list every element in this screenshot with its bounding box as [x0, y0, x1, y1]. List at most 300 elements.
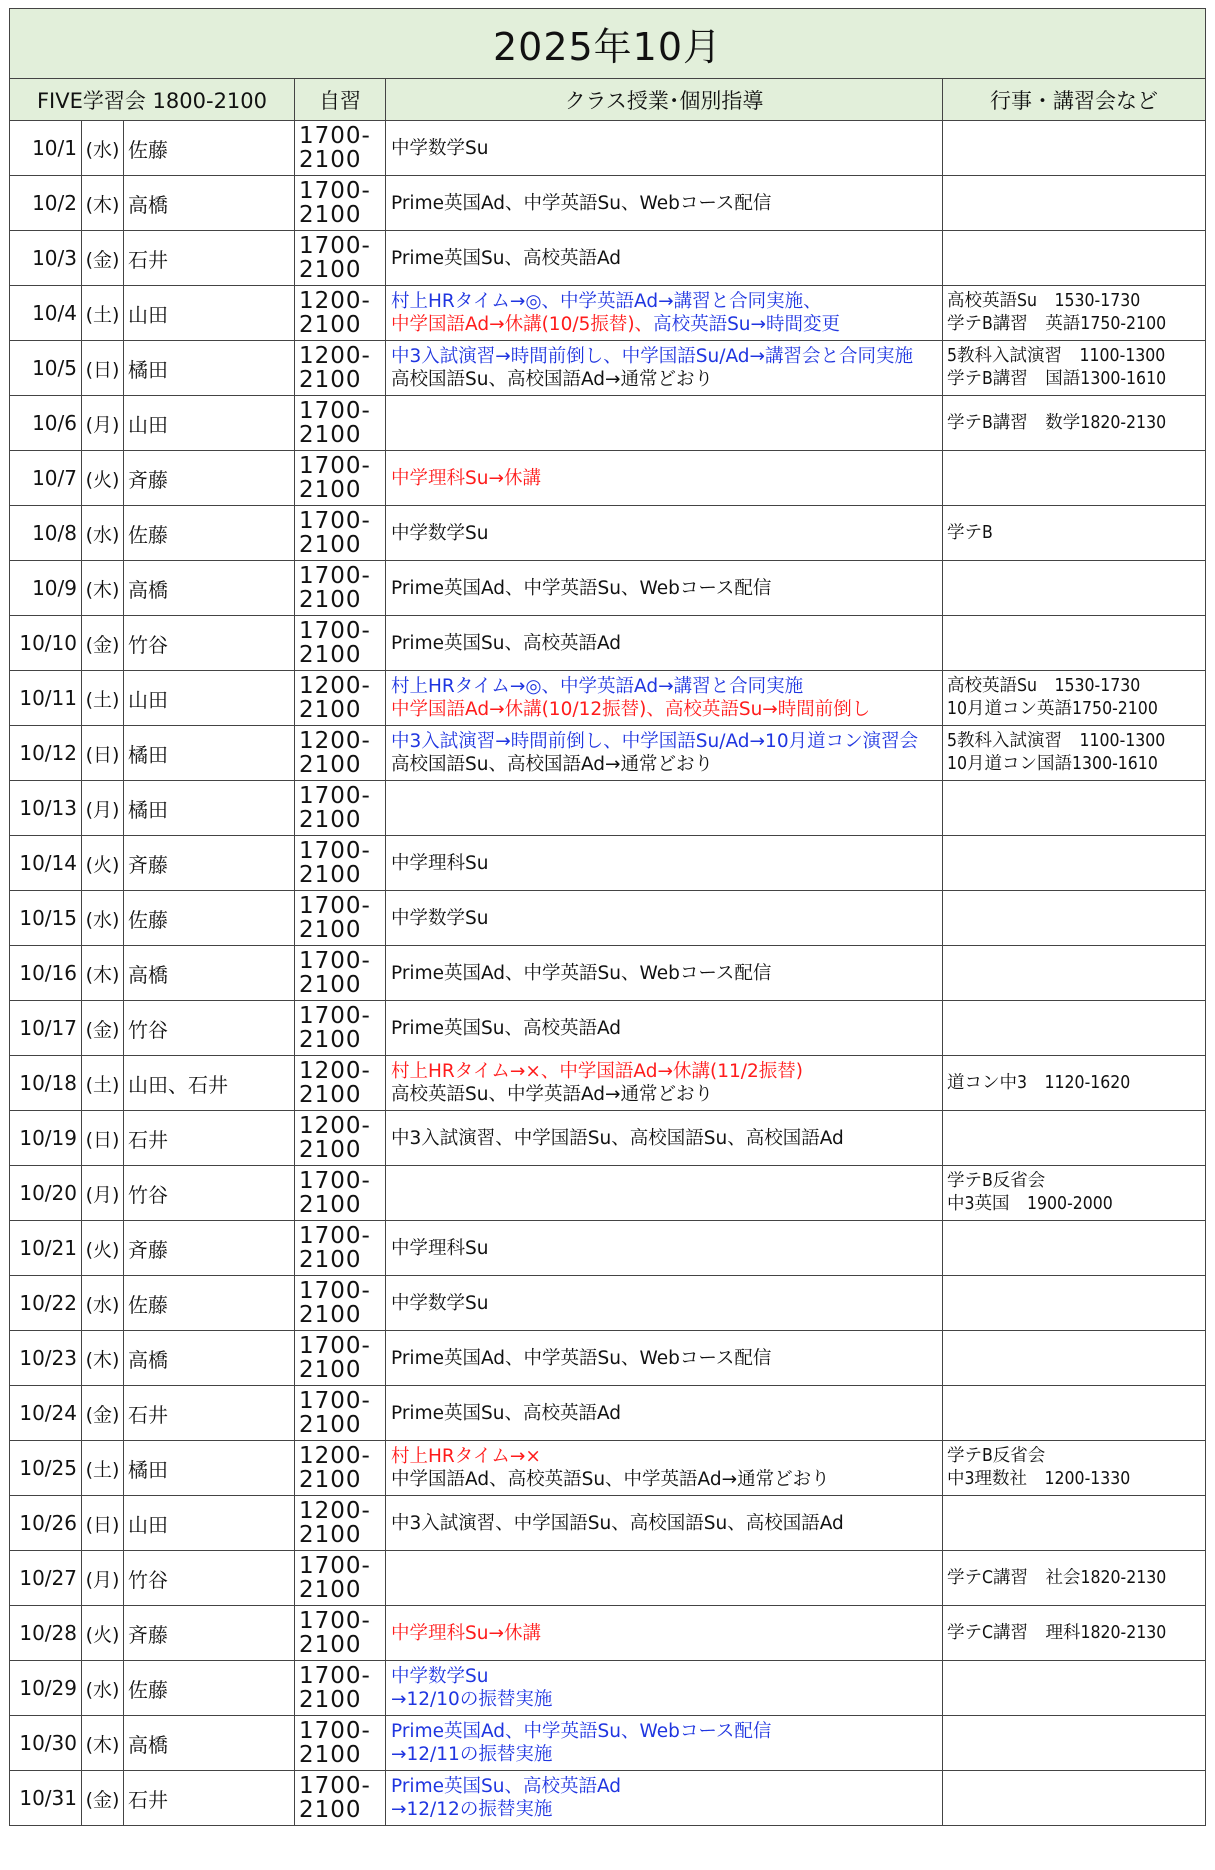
- events-cell[interactable]: [943, 671, 1206, 726]
- date-cell[interactable]: 10/15: [10, 891, 82, 946]
- self-study-time-cell[interactable]: [295, 286, 386, 341]
- date-cell[interactable]: 10/9: [10, 561, 82, 616]
- table-row: [10, 836, 1206, 891]
- events-cell[interactable]: [943, 616, 1206, 671]
- self-study-time-cell[interactable]: [295, 1331, 386, 1386]
- date-cell[interactable]: 10/1: [10, 121, 82, 176]
- events-cell[interactable]: [943, 1221, 1206, 1276]
- class-cell[interactable]: [386, 1056, 943, 1111]
- events-cell[interactable]: [943, 891, 1206, 946]
- table-row: [10, 176, 1206, 231]
- class-cell[interactable]: [386, 1716, 943, 1771]
- table-row: [10, 1441, 1206, 1496]
- class-line: [391, 1743, 942, 1766]
- events-cell[interactable]: [943, 561, 1206, 616]
- weekday-cell[interactable]: (日): [82, 1496, 124, 1551]
- date-cell[interactable]: 10/19: [10, 1111, 82, 1166]
- date-cell[interactable]: 10/6: [10, 396, 82, 451]
- events-cell[interactable]: [943, 506, 1206, 561]
- class-cell[interactable]: [386, 726, 943, 781]
- self-study-time-cell[interactable]: [295, 836, 386, 891]
- table-row: [10, 891, 1206, 946]
- date-cell[interactable]: 10/11: [10, 671, 82, 726]
- time-start: 1700-: [299, 1003, 371, 1029]
- date-cell[interactable]: 10/27: [10, 1551, 82, 1606]
- time-end: 2100: [299, 1192, 362, 1218]
- events-cell[interactable]: [943, 1496, 1206, 1551]
- time-end: 2100: [299, 587, 362, 613]
- staff-cell[interactable]: 山田: [124, 396, 295, 451]
- class-text: 中学数学Su: [391, 522, 489, 544]
- table-row: [10, 506, 1206, 561]
- self-study-time-cell[interactable]: [295, 1716, 386, 1771]
- time-start: 1200-: [299, 288, 371, 314]
- time-end: 2100: [299, 1577, 362, 1603]
- events-cell[interactable]: [943, 1331, 1206, 1386]
- class-line: [391, 290, 942, 313]
- class-cell[interactable]: [386, 836, 943, 891]
- weekday-cell[interactable]: (木): [82, 176, 124, 231]
- date-cell[interactable]: 10/3: [10, 231, 82, 286]
- events-cell[interactable]: [943, 781, 1206, 836]
- staff-cell[interactable]: 斉藤: [124, 451, 295, 506]
- table-row: [10, 121, 1206, 176]
- self-study-time-cell[interactable]: [295, 1221, 386, 1276]
- class-text: Prime英国Su、高校英語Ad: [391, 1017, 622, 1039]
- weekday-cell[interactable]: (日): [82, 341, 124, 396]
- class-line: [391, 192, 942, 215]
- class-text: Prime英国Ad、中学英語Su、Webコース配信: [391, 192, 772, 214]
- staff-cell[interactable]: 佐藤: [124, 891, 295, 946]
- time-start: 1700-: [299, 508, 371, 534]
- weekday-cell[interactable]: (月): [82, 1551, 124, 1606]
- staff-cell[interactable]: 橘田: [124, 781, 295, 836]
- class-line: [391, 730, 942, 753]
- events-cell[interactable]: [943, 1166, 1206, 1221]
- time-start: 1700-: [299, 1773, 371, 1799]
- class-line: [391, 1445, 942, 1468]
- header-self-study: 自習: [295, 79, 386, 121]
- staff-cell[interactable]: 竹谷: [124, 1551, 295, 1606]
- time-end: 2100: [299, 1687, 362, 1713]
- weekday-cell[interactable]: (水): [82, 506, 124, 561]
- weekday-cell[interactable]: (金): [82, 231, 124, 286]
- weekday-cell[interactable]: (金): [82, 1771, 124, 1826]
- time-end: 2100: [299, 1082, 362, 1108]
- events-cell[interactable]: [943, 1551, 1206, 1606]
- events-cell[interactable]: [943, 726, 1206, 781]
- table-row: [10, 1331, 1206, 1386]
- class-line: [391, 1292, 942, 1315]
- class-line: [391, 137, 942, 160]
- events-cell[interactable]: [943, 1441, 1206, 1496]
- class-text: Prime英国Su、高校英語Ad: [391, 1776, 622, 1797]
- class-cell[interactable]: [386, 1606, 943, 1661]
- class-text: 高校国語Su、高校国語Ad→通常どおり: [391, 754, 714, 775]
- class-line: [391, 368, 942, 391]
- self-study-time-cell[interactable]: [295, 506, 386, 561]
- schedule-table: [9, 8, 1206, 1826]
- class-cell[interactable]: [386, 1111, 943, 1166]
- class-line: [391, 1017, 942, 1040]
- time-start: 1700-: [299, 1388, 371, 1414]
- weekday-cell[interactable]: (金): [82, 1001, 124, 1056]
- time-end: 2100: [299, 477, 362, 503]
- staff-cell[interactable]: 山田: [124, 671, 295, 726]
- class-cell[interactable]: [386, 1276, 943, 1331]
- self-study-time-cell[interactable]: [295, 1551, 386, 1606]
- class-cell[interactable]: [386, 1771, 943, 1826]
- date-cell[interactable]: 10/25: [10, 1441, 82, 1496]
- staff-cell[interactable]: 高橋: [124, 1716, 295, 1771]
- class-line: [391, 753, 942, 776]
- staff-cell[interactable]: 竹谷: [124, 1166, 295, 1221]
- time-end: 2100: [299, 697, 362, 723]
- staff-cell[interactable]: 高橋: [124, 561, 295, 616]
- class-text: 中学理科Su: [391, 852, 489, 874]
- date-cell[interactable]: 10/7: [10, 451, 82, 506]
- events-cell[interactable]: [943, 836, 1206, 891]
- table-row: [10, 1056, 1206, 1111]
- table-row: [10, 946, 1206, 1001]
- class-line: [391, 1720, 942, 1743]
- date-cell[interactable]: 10/18: [10, 1056, 82, 1111]
- time-start: 1700-: [299, 783, 371, 809]
- class-text: Prime英国Su、高校英語Ad: [391, 1402, 622, 1424]
- table-row: [10, 231, 1206, 286]
- weekday-cell[interactable]: (土): [82, 671, 124, 726]
- class-cell[interactable]: [386, 176, 943, 231]
- self-study-time-cell[interactable]: [295, 1606, 386, 1661]
- self-study-time-cell[interactable]: [295, 891, 386, 946]
- time-start: 1700-: [299, 893, 371, 919]
- class-cell[interactable]: [386, 781, 943, 836]
- time-end: 2100: [299, 422, 362, 448]
- weekday-cell[interactable]: (木): [82, 1331, 124, 1386]
- self-study-time-cell[interactable]: [295, 1771, 386, 1826]
- date-cell[interactable]: 10/31: [10, 1771, 82, 1826]
- class-cell[interactable]: [386, 121, 943, 176]
- date-cell[interactable]: 10/17: [10, 1001, 82, 1056]
- weekday-cell[interactable]: (火): [82, 451, 124, 506]
- weekday-cell[interactable]: (月): [82, 781, 124, 836]
- class-text-continued: 高校英語Su→時間変更: [653, 314, 841, 335]
- class-cell[interactable]: [386, 1221, 943, 1276]
- weekday-cell[interactable]: (日): [82, 1111, 124, 1166]
- date-cell[interactable]: 10/14: [10, 836, 82, 891]
- time-start: 1200-: [299, 1443, 371, 1469]
- staff-cell[interactable]: 竹谷: [124, 1001, 295, 1056]
- class-cell[interactable]: [386, 341, 943, 396]
- time-end: 2100: [299, 1027, 362, 1053]
- staff-cell[interactable]: 斉藤: [124, 1606, 295, 1661]
- class-text: 中学数学Su: [391, 1292, 489, 1314]
- weekday-cell[interactable]: (火): [82, 1221, 124, 1276]
- time-end: 2100: [299, 1522, 362, 1548]
- events-cell[interactable]: [943, 1056, 1206, 1111]
- class-text: 中学数学Su: [391, 907, 489, 929]
- class-text: 中学理科Su→休講: [391, 467, 541, 489]
- class-cell[interactable]: [386, 1166, 943, 1221]
- events-cell[interactable]: [943, 1661, 1206, 1716]
- class-text: 高校英語Su、中学英語Ad→通常どおり: [391, 1084, 714, 1105]
- self-study-time-cell[interactable]: [295, 946, 386, 1001]
- self-study-time-cell[interactable]: [295, 1166, 386, 1221]
- events-cell[interactable]: [943, 1716, 1206, 1771]
- class-text: Prime英国Ad、中学英語Su、Webコース配信: [391, 1721, 772, 1742]
- class-cell[interactable]: [386, 1661, 943, 1716]
- events-cell[interactable]: [943, 176, 1206, 231]
- class-cell[interactable]: [386, 1496, 943, 1551]
- table-row: [10, 1386, 1206, 1441]
- header-five: FIVE学習会 1800-2100: [10, 79, 295, 121]
- weekday-cell[interactable]: (水): [82, 891, 124, 946]
- staff-cell[interactable]: 石井: [124, 1386, 295, 1441]
- class-line: [391, 698, 942, 721]
- weekday-cell[interactable]: (月): [82, 1166, 124, 1221]
- date-cell[interactable]: 10/30: [10, 1716, 82, 1771]
- class-cell[interactable]: [386, 616, 943, 671]
- events-cell[interactable]: [943, 1771, 1206, 1826]
- events-cell[interactable]: [943, 341, 1206, 396]
- class-text: 中学数学Su: [391, 137, 489, 159]
- page-title: 2025年10月: [10, 9, 1206, 79]
- staff-cell[interactable]: 石井: [124, 231, 295, 286]
- events-cell[interactable]: [943, 1386, 1206, 1441]
- date-cell[interactable]: 10/20: [10, 1166, 82, 1221]
- events-cell[interactable]: [943, 1111, 1206, 1166]
- self-study-time-cell[interactable]: [295, 781, 386, 836]
- class-cell[interactable]: [386, 1386, 943, 1441]
- table-row: [10, 1166, 1206, 1221]
- weekday-cell[interactable]: (金): [82, 1386, 124, 1441]
- staff-cell[interactable]: 佐藤: [124, 1661, 295, 1716]
- time-start: 1200-: [299, 673, 371, 699]
- time-start: 1200-: [299, 728, 371, 754]
- time-end: 2100: [299, 312, 362, 338]
- events-cell[interactable]: [943, 451, 1206, 506]
- date-cell[interactable]: 10/4: [10, 286, 82, 341]
- date-cell[interactable]: 10/22: [10, 1276, 82, 1331]
- class-text: 中学数学Su: [391, 1666, 489, 1687]
- self-study-time-cell[interactable]: [295, 1661, 386, 1716]
- time-end: 2100: [299, 147, 362, 173]
- events-cell[interactable]: [943, 286, 1206, 341]
- self-study-time-cell[interactable]: [295, 121, 386, 176]
- staff-cell[interactable]: 佐藤: [124, 121, 295, 176]
- class-line: [391, 247, 942, 270]
- time-start: 1200-: [299, 1498, 371, 1524]
- time-start: 1700-: [299, 563, 371, 589]
- events-cell[interactable]: [943, 121, 1206, 176]
- weekday-cell[interactable]: (月): [82, 396, 124, 451]
- weekday-cell[interactable]: (木): [82, 561, 124, 616]
- self-study-time-cell[interactable]: [295, 561, 386, 616]
- weekday-cell[interactable]: (土): [82, 1441, 124, 1496]
- class-cell[interactable]: [386, 506, 943, 561]
- date-cell[interactable]: 10/16: [10, 946, 82, 1001]
- event-line: 5教科入試演習 1100-1300: [947, 346, 1166, 366]
- date-cell[interactable]: 10/5: [10, 341, 82, 396]
- event-line: 道コン中3 1120-1620: [947, 1072, 1131, 1093]
- date-cell[interactable]: 10/23: [10, 1331, 82, 1386]
- class-cell[interactable]: [386, 1551, 943, 1606]
- class-cell[interactable]: [386, 286, 943, 341]
- event-line: 高校英語Su 1530-1730: [947, 676, 1141, 696]
- time-start: 1200-: [299, 1058, 371, 1084]
- date-cell[interactable]: 10/2: [10, 176, 82, 231]
- weekday-cell[interactable]: (水): [82, 121, 124, 176]
- time-start: 1700-: [299, 233, 371, 259]
- time-end: 2100: [299, 1137, 362, 1163]
- class-text: 中3入試演習、中学国語Su、高校国語Su、高校国語Ad: [391, 1512, 844, 1534]
- staff-cell[interactable]: 石井: [124, 1111, 295, 1166]
- self-study-time-cell[interactable]: [295, 1386, 386, 1441]
- staff-cell[interactable]: 橘田: [124, 341, 295, 396]
- date-cell[interactable]: 10/13: [10, 781, 82, 836]
- class-cell[interactable]: [386, 396, 943, 451]
- class-line: [391, 1622, 942, 1645]
- class-text: Prime英国Ad、中学英語Su、Webコース配信: [391, 1347, 772, 1369]
- weekday-cell[interactable]: (土): [82, 1056, 124, 1111]
- class-cell[interactable]: [386, 891, 943, 946]
- self-study-time-cell[interactable]: [295, 1496, 386, 1551]
- event-line: 高校英語Su 1530-1730: [947, 291, 1141, 311]
- time-start: 1700-: [299, 618, 371, 644]
- event-line: 10月道コン国語1300-1610: [947, 754, 1158, 774]
- events-cell[interactable]: [943, 1001, 1206, 1056]
- date-cell[interactable]: 10/12: [10, 726, 82, 781]
- events-cell[interactable]: [943, 396, 1206, 451]
- class-cell[interactable]: [386, 1001, 943, 1056]
- date-cell[interactable]: 10/10: [10, 616, 82, 671]
- event-line: 学テB講習 英語1750-2100: [947, 314, 1167, 334]
- staff-cell[interactable]: 斉藤: [124, 1221, 295, 1276]
- date-cell[interactable]: 10/26: [10, 1496, 82, 1551]
- class-text: 高校国語Su、高校国語Ad→通常どおり: [391, 369, 714, 390]
- class-line: [391, 962, 942, 985]
- time-end: 2100: [299, 367, 362, 393]
- table-row: [10, 561, 1206, 616]
- time-end: 2100: [299, 917, 362, 943]
- weekday-cell[interactable]: (火): [82, 836, 124, 891]
- date-cell[interactable]: 10/28: [10, 1606, 82, 1661]
- table-row: [10, 1001, 1206, 1056]
- date-cell[interactable]: 10/21: [10, 1221, 82, 1276]
- staff-cell[interactable]: 高橋: [124, 176, 295, 231]
- staff-cell[interactable]: 竹谷: [124, 616, 295, 671]
- weekday-cell[interactable]: (木): [82, 946, 124, 1001]
- class-cell[interactable]: [386, 1331, 943, 1386]
- weekday-cell[interactable]: (木): [82, 1716, 124, 1771]
- event-line: 学テB: [947, 522, 993, 543]
- weekday-cell[interactable]: (金): [82, 616, 124, 671]
- staff-cell[interactable]: 橘田: [124, 726, 295, 781]
- self-study-time-cell[interactable]: [295, 726, 386, 781]
- class-text: Prime英国Ad、中学英語Su、Webコース配信: [391, 962, 772, 984]
- class-cell[interactable]: [386, 946, 943, 1001]
- event-line: 学テB講習 国語1300-1610: [947, 369, 1167, 389]
- class-cell[interactable]: [386, 671, 943, 726]
- weekday-cell[interactable]: (火): [82, 1606, 124, 1661]
- self-study-time-cell[interactable]: [295, 671, 386, 726]
- time-end: 2100: [299, 1247, 362, 1273]
- events-cell[interactable]: [943, 946, 1206, 1001]
- staff-cell[interactable]: 佐藤: [124, 506, 295, 561]
- weekday-cell[interactable]: (水): [82, 1661, 124, 1716]
- staff-cell[interactable]: 石井: [124, 1771, 295, 1826]
- self-study-time-cell[interactable]: [295, 1441, 386, 1496]
- staff-cell[interactable]: 高橋: [124, 946, 295, 1001]
- table-row: [10, 1551, 1206, 1606]
- events-cell[interactable]: [943, 231, 1206, 286]
- class-cell[interactable]: [386, 561, 943, 616]
- self-study-time-cell[interactable]: [295, 1111, 386, 1166]
- self-study-time-cell[interactable]: [295, 396, 386, 451]
- self-study-time-cell[interactable]: [295, 616, 386, 671]
- self-study-time-cell[interactable]: [295, 1001, 386, 1056]
- time-end: 2100: [299, 642, 362, 668]
- class-text: Prime英国Ad、中学英語Su、Webコース配信: [391, 577, 772, 599]
- events-cell[interactable]: [943, 1276, 1206, 1331]
- time-end: 2100: [299, 1357, 362, 1383]
- class-line: [391, 1665, 942, 1688]
- table-row: [10, 671, 1206, 726]
- class-text: 中学理科Su→休講: [391, 1622, 541, 1644]
- class-line: [391, 852, 942, 875]
- table-row: [10, 451, 1206, 506]
- class-cell[interactable]: [386, 231, 943, 286]
- class-text: →12/11の振替実施: [391, 1744, 553, 1765]
- staff-cell[interactable]: 山田: [124, 286, 295, 341]
- staff-cell[interactable]: 斉藤: [124, 836, 295, 891]
- self-study-time-cell[interactable]: [295, 451, 386, 506]
- date-cell[interactable]: 10/8: [10, 506, 82, 561]
- time-end: 2100: [299, 807, 362, 833]
- self-study-time-cell[interactable]: [295, 231, 386, 286]
- weekday-cell[interactable]: (土): [82, 286, 124, 341]
- time-start: 1700-: [299, 838, 371, 864]
- table-row: [10, 1221, 1206, 1276]
- weekday-cell[interactable]: (水): [82, 1276, 124, 1331]
- staff-cell[interactable]: 山田、石井: [124, 1056, 295, 1111]
- self-study-time-cell[interactable]: [295, 341, 386, 396]
- self-study-time-cell[interactable]: [295, 1276, 386, 1331]
- date-cell[interactable]: 10/29: [10, 1661, 82, 1716]
- events-cell[interactable]: [943, 1606, 1206, 1661]
- time-start: 1700-: [299, 1168, 371, 1194]
- event-line: 学テB反省会: [947, 1446, 1046, 1466]
- staff-cell[interactable]: 佐藤: [124, 1276, 295, 1331]
- staff-cell[interactable]: 橘田: [124, 1441, 295, 1496]
- time-end: 2100: [299, 532, 362, 558]
- table-row: [10, 1496, 1206, 1551]
- staff-cell[interactable]: 高橋: [124, 1331, 295, 1386]
- event-line: 学テB講習 数学1820-2130: [947, 412, 1167, 433]
- class-line: [391, 1060, 942, 1083]
- class-text: 中3入試演習、中学国語Su、高校国語Su、高校国語Ad: [391, 1127, 844, 1149]
- event-line: 学テC講習 理科1820-2130: [947, 1622, 1167, 1643]
- self-study-time-cell[interactable]: [295, 1056, 386, 1111]
- class-cell[interactable]: [386, 451, 943, 506]
- weekday-cell[interactable]: (日): [82, 726, 124, 781]
- staff-cell[interactable]: 山田: [124, 1496, 295, 1551]
- time-start: 1700-: [299, 1663, 371, 1689]
- time-end: 2100: [299, 1412, 362, 1438]
- self-study-time-cell[interactable]: [295, 176, 386, 231]
- date-cell[interactable]: 10/24: [10, 1386, 82, 1441]
- class-cell[interactable]: [386, 1441, 943, 1496]
